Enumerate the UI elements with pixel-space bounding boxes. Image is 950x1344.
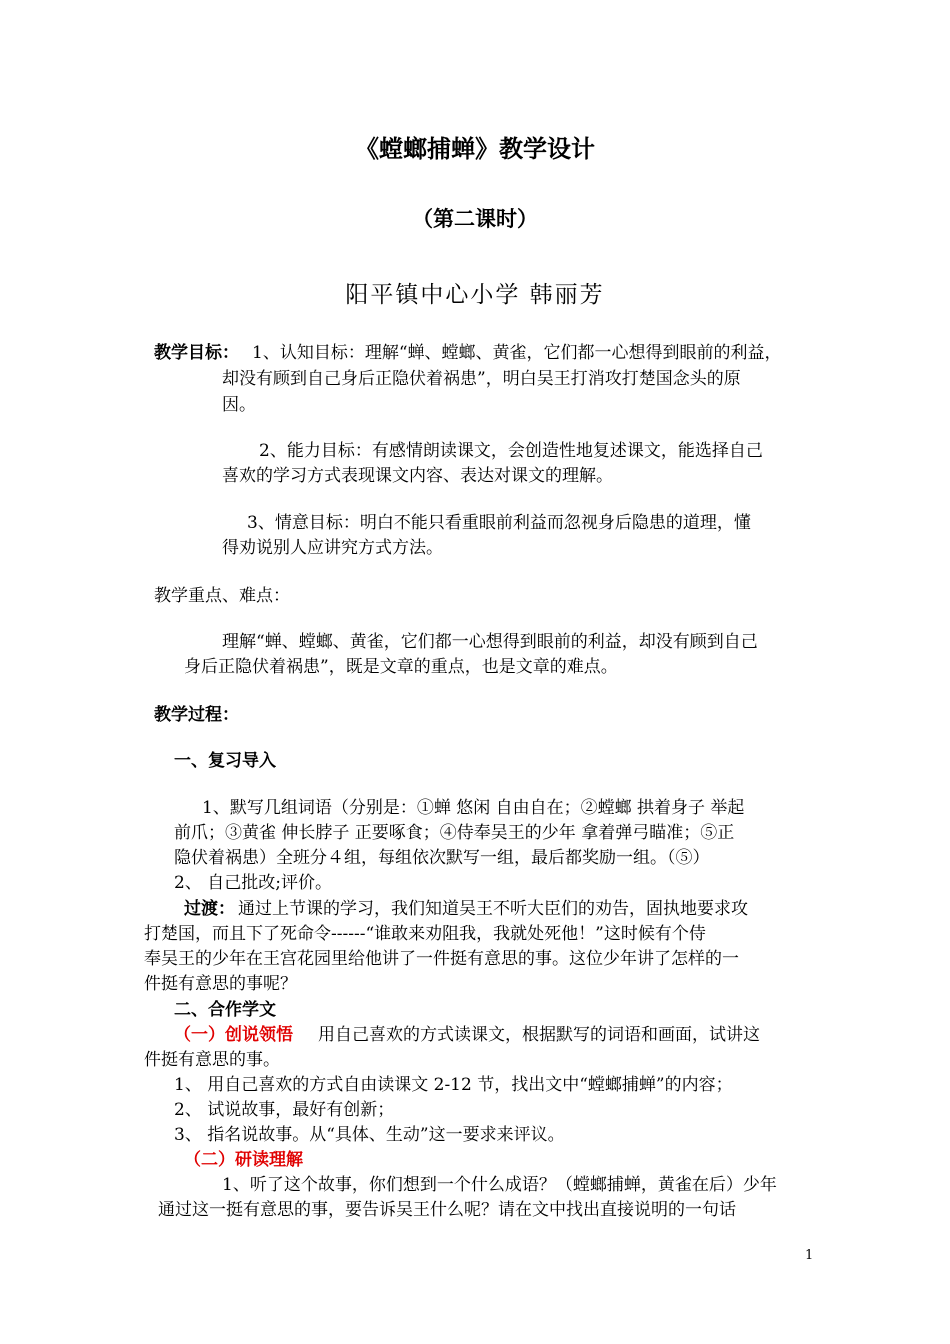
transition-line-2: 打楚国，而且下了死命令------“谁敢来劝阻我，我就处死他！”这时候有个侍 [144,924,706,944]
goal-1-line-1: 1、认知目标：理解“蝉、螳螂、黄雀，它们都一心想得到眼前的利益， [252,343,782,363]
transition-line-3: 奉吴王的少年在王宫花园里给他讲了一件挺有意思的事。这位少年讲了怎样的一 [144,949,739,969]
part-2-label: （二）研读理解 [184,1150,303,1170]
section-1-item-1-line-2: 前爪；③黄雀 伸长脖子 正要啄食；④侍奉吴王的少年 拿着弹弓瞄准；⑤正 [174,823,735,843]
document-title: 《螳螂捕蝉》教学设计 [355,135,595,163]
goal-1-line-2: 却没有顾到自己身后正隐伏着祸患”，明白吴王打消攻打楚国念头的原 [222,369,741,389]
part-1-line-1: 用自己喜欢的方式读课文，根据默写的词语和画面，试讲这 [318,1025,760,1045]
key-points-line-1: 理解“蝉、螳螂、黄雀，它们都一心想得到眼前的利益，却没有顾到自己 [222,632,758,652]
author-line: 阳平镇中心小学 韩丽芳 [345,282,605,308]
transition-line-4: 件挺有意思的事呢？ [144,974,297,994]
goals-label: 教学目标： [154,343,239,363]
goal-2-line-2: 喜欢的学习方式表现课文内容、表达对课文的理解。 [222,466,613,486]
goal-1-line-3: 因。 [222,395,256,415]
key-points-line-2: 身后正隐伏着祸患”，既是文章的重点，也是文章的难点。 [184,657,618,677]
section-1-item-1-line-3: 隐伏着祸患）全班分４组，每组依次默写一组，最后都奖励一组。（⑤） [174,848,710,868]
goal-3-line-2: 得劝说别人应讲究方式方法。 [222,538,443,558]
process-label: 教学过程： [154,705,239,725]
section-1-item-2: 2、 自己批改;评价。 [174,873,332,893]
part-1-item-3: 3、 指名说故事。从“具体、生动”这一要求来评议。 [174,1125,565,1145]
section-1-item-1-line-1: 1、默写几组词语（分别是：①蝉 悠闲 自由自在；②螳螂 拱着身子 举起 [202,798,745,818]
section-1-heading: 一、复习导入 [174,751,276,771]
part-1-line-2: 件挺有意思的事。 [144,1050,280,1070]
goal-3-line-1: 3、情意目标：明白不能只看重眼前利益而忽视身后隐患的道理，懂 [247,513,751,533]
part-1-item-1: 1、 用自己喜欢的方式自由读课文 2-12 节，找出文中“螳螂捕蝉”的内容； [174,1075,733,1095]
part-2-line-1: 1、听了这个故事，你们想到一个什么成语？（螳螂捕蝉，黄雀在后）少年 [222,1175,777,1195]
part-2-line-2: 通过这一挺有意思的事，要告诉吴王什么呢？请在文中找出直接说明的一句话 [158,1200,736,1220]
part-1-item-2: 2、 试说故事，最好有创新； [174,1100,395,1120]
transition-label: 过渡： [184,899,235,919]
key-points-label: 教学重点、难点： [154,586,290,606]
page-number: 1 [805,1248,814,1263]
document-subtitle: （第二课时） [412,207,538,231]
part-1-label: （一）创说领悟 [174,1025,293,1045]
goal-2-line-1: 2、能力目标：有感情朗读课文，会创造性地复述课文，能选择自己 [259,441,763,461]
section-2-heading: 二、合作学文 [174,1000,276,1020]
transition-line-1: 通过上节课的学习，我们知道吴王不听大臣们的劝告，固执地要求攻 [238,899,748,919]
